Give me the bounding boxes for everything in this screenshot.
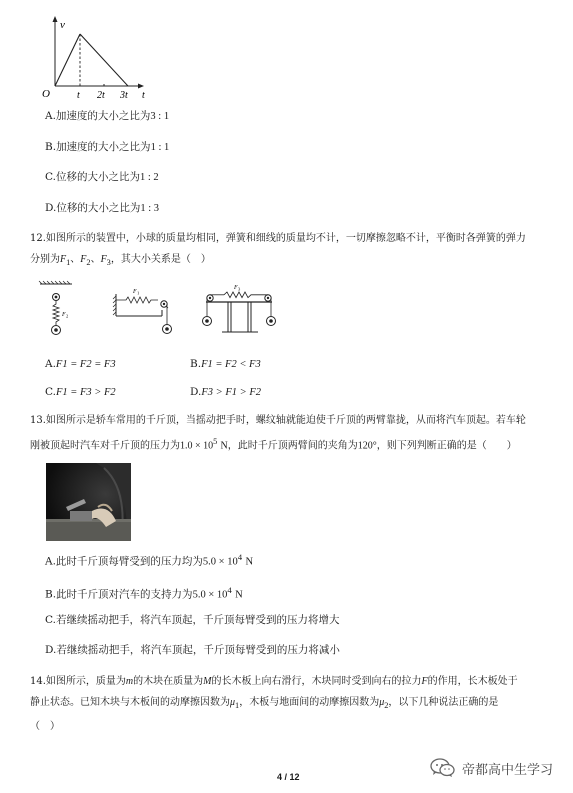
car-jack-photo <box>46 463 131 541</box>
q12-option-b[interactable]: B.F1 = F2 < F3 <box>190 358 261 370</box>
origin-label: O <box>42 88 50 100</box>
q13-option-c[interactable]: C.若继续摇动把手，将汽车顶起，千斤顶每臂受到的压力将增大 <box>45 614 340 626</box>
wechat-icon <box>430 758 456 778</box>
svg-text:F: F <box>62 312 66 318</box>
q12-option-d[interactable]: D.F3 > F1 > F2 <box>190 386 262 398</box>
svg-text:2: 2 <box>66 313 69 319</box>
svg-text:F: F <box>234 285 238 291</box>
tick-t: t <box>77 90 80 100</box>
page-number: 4 / 12 <box>277 772 300 782</box>
q11-option-a[interactable]: A.加速度的大小之比为3 : 1 <box>45 110 170 122</box>
svg-text:1: 1 <box>137 290 140 296</box>
q12-figures <box>36 280 286 340</box>
watermark-text: 帝都高中生学习 <box>462 762 554 778</box>
fig-hanging-spring <box>39 281 72 335</box>
q12-stem: 12.如图所示的装置中，小球的质量均相同，弹簧和细线的质量均不计，一切摩擦忽略不计，平衡时各弹簧的弹力 分别为$F_1$、$F_2$、$F_3$，其大小关系是（ ） <box>30 233 526 267</box>
q11-option-d[interactable]: D.位移的大小之比为1 : 3 <box>45 202 160 214</box>
fig-wall-spring-pulley <box>113 289 172 334</box>
watermark <box>430 758 553 778</box>
tick-3t: 3t <box>120 90 128 100</box>
q12-option-a[interactable]: A.F1 = F2 = F3 <box>45 358 116 370</box>
fig-table-two-pulleys <box>203 285 276 332</box>
svg-text:3: 3 <box>238 286 241 292</box>
q12-option-c[interactable]: C.F1 = F3 > F2 <box>45 386 116 398</box>
svg-text:F: F <box>133 289 137 295</box>
q13-option-a[interactable]: A.此时千斤顶每臂受到的压力均为$5.0 \times 10^4$ N <box>45 552 254 568</box>
q11-option-c[interactable]: C.位移的大小之比为1 : 2 <box>45 171 159 183</box>
q13-option-d[interactable]: D.若继续摇动把手，将汽车顶起，千斤顶每臂受到的压力将减小 <box>45 644 340 656</box>
q13-stem: 13.如图所示是轿车常用的千斤顶，当摇动把手时，螺纹轴就能迫使千斤顶的两臂靠拢，从而将汽车顶起。若车轮 刚被顶起时汽车对千斤顶的压力为$1.0 \times 10^5$ N，此时千斤顶两臂间的夹角为120°，则下列判断正确的是（ ） <box>30 415 526 452</box>
q14-stem: 14.如图所示，质量为m的木块在质量为M的长木板上向右滑行，木块同时受到向右的拉力F的作用，长木板处于 静止状态。已知木块与木板间的动摩擦因数为$\mu_1$，木板与地面间的动摩擦因数为$\mu_2$，以下几种说法正确的是 （ ） <box>30 676 518 732</box>
vt-graph <box>40 14 160 100</box>
q11-option-b[interactable]: B.加速度的大小之比为1 : 1 <box>45 141 170 153</box>
v-axis-label: v <box>60 19 65 31</box>
tick-2t: 2t <box>97 90 105 100</box>
axis-t-label: t <box>142 90 145 100</box>
q13-option-b[interactable]: B.此时千斤顶对汽车的支持力为$5.0 \times 10^4$ N <box>45 585 243 601</box>
